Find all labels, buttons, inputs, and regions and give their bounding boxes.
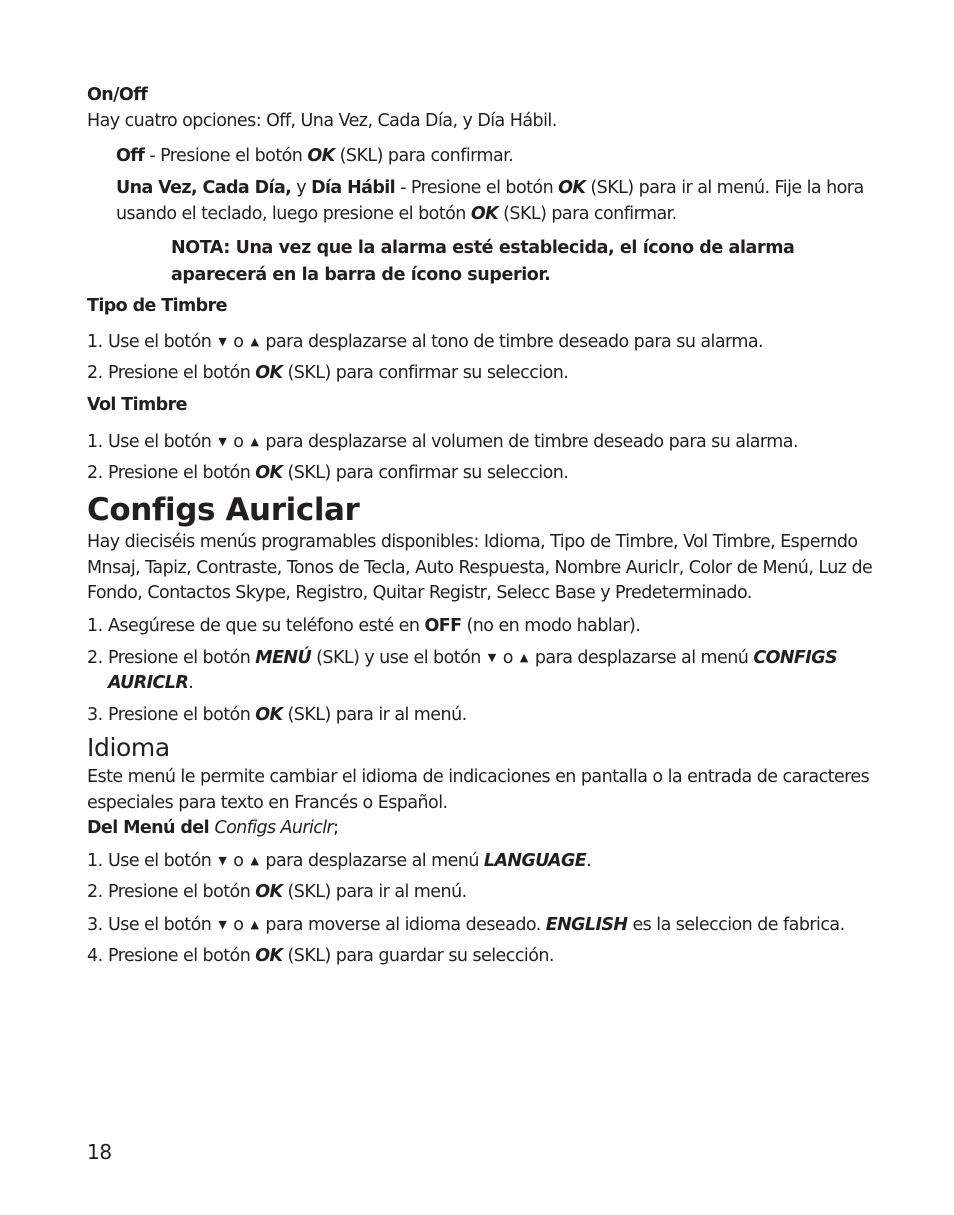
onoff-intro: Hay cuatro opciones: Off, Una Vez, Cada Día, y Día Hábil.	[87, 111, 557, 131]
alarm-note-line2: aparecerá en la barra de ícono superior.	[171, 265, 551, 285]
idioma-step-1: 1. Use el botón ▼ o ▲ para desplazarse al menú LANGUAGE.	[87, 848, 591, 875]
una-vez-option: Una Vez, Cada Día, y Día Hábil - Presione el botón OK (SKL) para ir al menú. Fije la hora	[116, 178, 864, 198]
configs-step-3: 3. Presione el botón OK (SKL) para ir al menú.	[87, 705, 467, 725]
idioma-from-menu: Del Menú del Configs Auriclr;	[87, 818, 339, 838]
tipo-step-2: 2. Presione el botón OK (SKL) para confirmar su seleccion.	[87, 363, 569, 383]
onoff-heading: On/Off	[87, 85, 148, 105]
configs-para-line2: Mnsaj, Tapiz, Contraste, Tonos de Tecla, Auto Respuesta, Nombre Auriclr, Color de Menú, Luz de	[87, 558, 873, 578]
up-arrow-icon: ▲	[519, 651, 528, 664]
idioma-para-line2: especiales para texto en Francés o Español.	[87, 793, 448, 813]
vol-step-1: 1. Use el botón ▼ o ▲ para desplazarse al volumen de timbre deseado para su alarma.	[87, 429, 798, 456]
configs-para-line3: Fondo, Contactos Skype, Registro, Quitar Registr, Selecc Base y Predeterminado.	[87, 583, 752, 603]
idioma-step-4: 4. Presione el botón OK (SKL) para guardar su selección.	[87, 946, 554, 966]
vol-timbre-heading: Vol Timbre	[87, 395, 187, 415]
idioma-heading: Idioma	[87, 733, 170, 762]
idioma-step-2: 2. Presione el botón OK (SKL) para ir al menú.	[87, 882, 467, 902]
configs-auriclar-title: Configs Auriclar	[87, 492, 360, 528]
down-arrow-icon: ▼	[218, 918, 227, 931]
configs-step-2-line2: AURICLR.	[108, 673, 194, 693]
down-arrow-icon: ▼	[487, 651, 496, 664]
una-vez-option-line2: usando el teclado, luego presione el botón OK (SKL) para confirmar.	[116, 204, 677, 224]
configs-para-line1: Hay dieciséis menús programables disponibles: Idioma, Tipo de Timbre, Vol Timbre, Esperndo	[87, 532, 858, 552]
up-arrow-icon: ▲	[250, 335, 259, 348]
idioma-para-line1: Este menú le permite cambiar el idioma de indicaciones en pantalla o la entrada de caracteres	[87, 767, 870, 787]
configs-step-1: 1. Asegúrese de que su teléfono esté en OFF (no en modo hablar).	[87, 616, 641, 636]
down-arrow-icon: ▼	[218, 335, 227, 348]
configs-step-2: 2. Presione el botón MENÚ (SKL) y use el botón ▼ o ▲ para desplazarse al menú CONFIGS	[87, 645, 837, 672]
down-arrow-icon: ▼	[218, 854, 227, 867]
up-arrow-icon: ▲	[250, 854, 259, 867]
up-arrow-icon: ▲	[250, 918, 259, 931]
page-number: 18	[87, 1140, 112, 1164]
alarm-note-line1: NOTA: Una vez que la alarma esté establecida, el ícono de alarma	[171, 238, 795, 258]
vol-step-2: 2. Presione el botón OK (SKL) para confirmar su seleccion.	[87, 463, 569, 483]
tipo-step-1: 1. Use el botón ▼ o ▲ para desplazarse al tono de timbre deseado para su alarma.	[87, 329, 763, 356]
tipo-timbre-heading: Tipo de Timbre	[87, 296, 227, 316]
down-arrow-icon: ▼	[218, 435, 227, 448]
off-option: Off - Presione el botón OK (SKL) para confirmar.	[116, 146, 514, 166]
idioma-step-3: 3. Use el botón ▼ o ▲ para moverse al idioma deseado. ENGLISH es la seleccion de fabrica.	[87, 912, 845, 939]
up-arrow-icon: ▲	[250, 435, 259, 448]
